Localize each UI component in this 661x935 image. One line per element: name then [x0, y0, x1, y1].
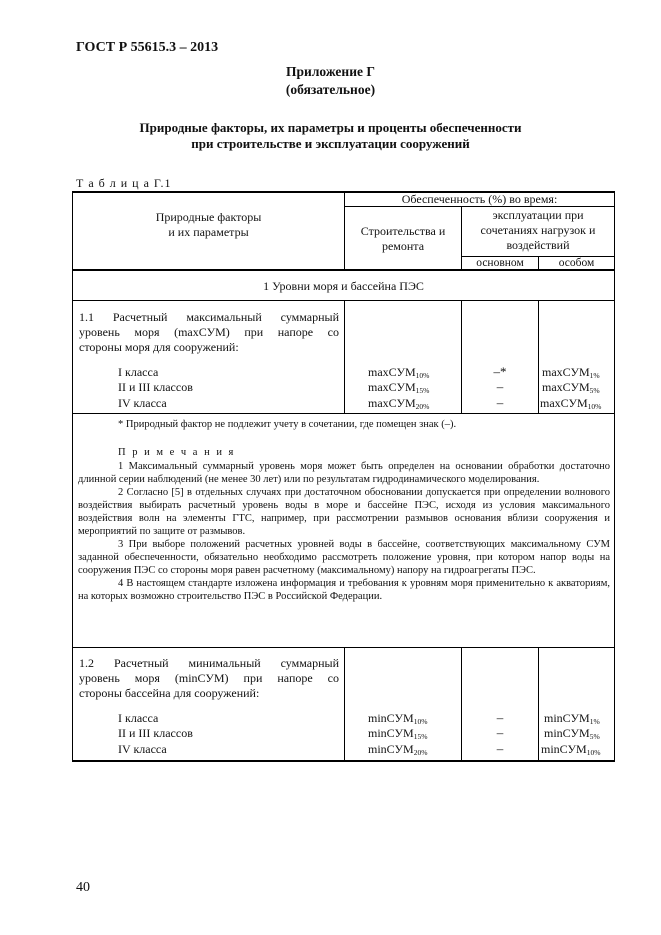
header-factors-line2: и их параметры — [168, 225, 249, 239]
header-operation-line3: воздействий — [506, 238, 570, 252]
p12-row1-construction: minСУМ$_{10\%}$ — [368, 711, 428, 726]
p11-row1-label: I класса — [118, 365, 159, 379]
p12-row3-label: IV класса — [118, 742, 167, 756]
p12-row1-special: minСУМ$_{1\%}$ — [544, 711, 600, 726]
p11-row2-construction: maxСУМ$_{15\%}$ — [368, 380, 430, 395]
header-operation-line2: сочетаниях нагрузок и — [480, 223, 596, 237]
section-title-line1: Природные факторы, их параметры и проценты обеспеченности — [139, 120, 522, 135]
p12-row2-label: II и III классов — [118, 726, 193, 740]
footnote: * Природный фактор не подлежит учету в сочетании, где помещен знак (–). — [118, 419, 457, 430]
p12-row3-construction: minСУМ$_{20\%}$ — [368, 742, 428, 757]
p11-row3-label: IV класса — [118, 396, 167, 410]
page-number: 40 — [76, 880, 90, 895]
appendix-title: Приложение Г — [286, 64, 375, 79]
header-factors-line1: Природные факторы — [155, 210, 262, 224]
header-special: особом — [558, 257, 595, 269]
header-provision: Обеспеченность (%) во время: — [401, 192, 558, 206]
p11-row1-special: maxСУМ$_{1\%}$ — [542, 365, 600, 380]
p12-line1: 1.2 Расчетный минимальный суммарный — [79, 656, 339, 670]
p11-row1-construction: maxСУМ$_{10\%}$ — [368, 365, 430, 380]
table-label: Т а б л и ц а Г.1 — [76, 176, 172, 190]
p12-row1-label: I класса — [118, 711, 159, 725]
p11-row3-basic: – — [496, 395, 504, 410]
header-operation-line1: эксплуатации при — [492, 208, 584, 222]
p12-row2-construction: minСУМ$_{15\%}$ — [368, 726, 428, 741]
p11-row3-special: maxСУМ$_{10\%}$ — [540, 396, 602, 411]
notes-heading: П р и м е ч а н и я — [118, 447, 236, 458]
p11-row2-label: II и III классов — [118, 380, 193, 394]
header-construction-line1: Строительства и — [360, 224, 446, 238]
p11-row3-construction: maxСУМ$_{20\%}$ — [368, 396, 430, 411]
p11-line3: стороны моря для сооружений: — [79, 340, 239, 354]
header-construction-line2: ремонта — [381, 239, 425, 253]
note-3: 3 При выборе положений расчетных уровней воды в бассейне, соответствующих максимальному СУМ заданной обеспеченности, обязательно необходимо рассмотреть положение уровня, при котором напор воды на сооружения ПЭС со стороны моря равен расчетному (максимальному) напору на гидроагрегаты ПЭС. — [78, 539, 610, 576]
p11-line2: уровень моря (maxСУМ) при напоре со — [79, 325, 339, 339]
p11-row2-basic: – — [496, 379, 504, 394]
section-title-line2: при строительстве и эксплуатации сооружений — [191, 136, 470, 151]
appendix-kind: (обязательное) — [285, 82, 376, 97]
p12-row3-special: minСУМ$_{10\%}$ — [541, 742, 601, 757]
note-2: 2 Согласно [5] в отдельных случаях при достаточном обосновании допускается при определении волнового воздействия выбирать расчетный уровень воды в море и бассейне ПЭС, исходя из условия максимального воздействия волн на элементы ГТС, например, при рассмотрении размывов основания вблизи сооружения и мероприятий по защите от размывов. — [78, 487, 610, 537]
p12-line3: стороны бассейна для сооружений: — [79, 686, 260, 700]
p11-line1: 1.1 Расчетный максимальный суммарный — [79, 310, 339, 324]
p12-row2-basic: – — [496, 725, 504, 740]
note-4: 4 В настоящем стандарте изложена информация и требования к уровням моря применительно к акваториям, на которых возможно строительство ПЭС в Российской Федерации. — [78, 578, 610, 602]
p11-row1-basic: –* — [493, 364, 507, 379]
notes-block — [78, 460, 610, 603]
p12-row1-basic: – — [496, 710, 504, 725]
p12-line2: уровень моря (minСУМ) при напоре со — [79, 671, 339, 685]
document-header: ГОСТ Р 55615.3 – 2013 — [76, 40, 219, 55]
p11-row2-special: maxСУМ$_{5\%}$ — [542, 380, 600, 395]
p12-row2-special: minСУМ$_{5\%}$ — [544, 726, 600, 741]
header-basic: основном — [476, 257, 524, 269]
note-1: 1 Максимальный суммарный уровень моря может быть определен на основании обработки достаточно длинной серии наблюдений (не менее 30 лет) или по результатам гидродинамического моделирования. — [78, 461, 610, 485]
group1-title: 1 Уровни моря и бассейна ПЭС — [263, 279, 424, 293]
p12-row3-basic: – — [496, 741, 504, 756]
